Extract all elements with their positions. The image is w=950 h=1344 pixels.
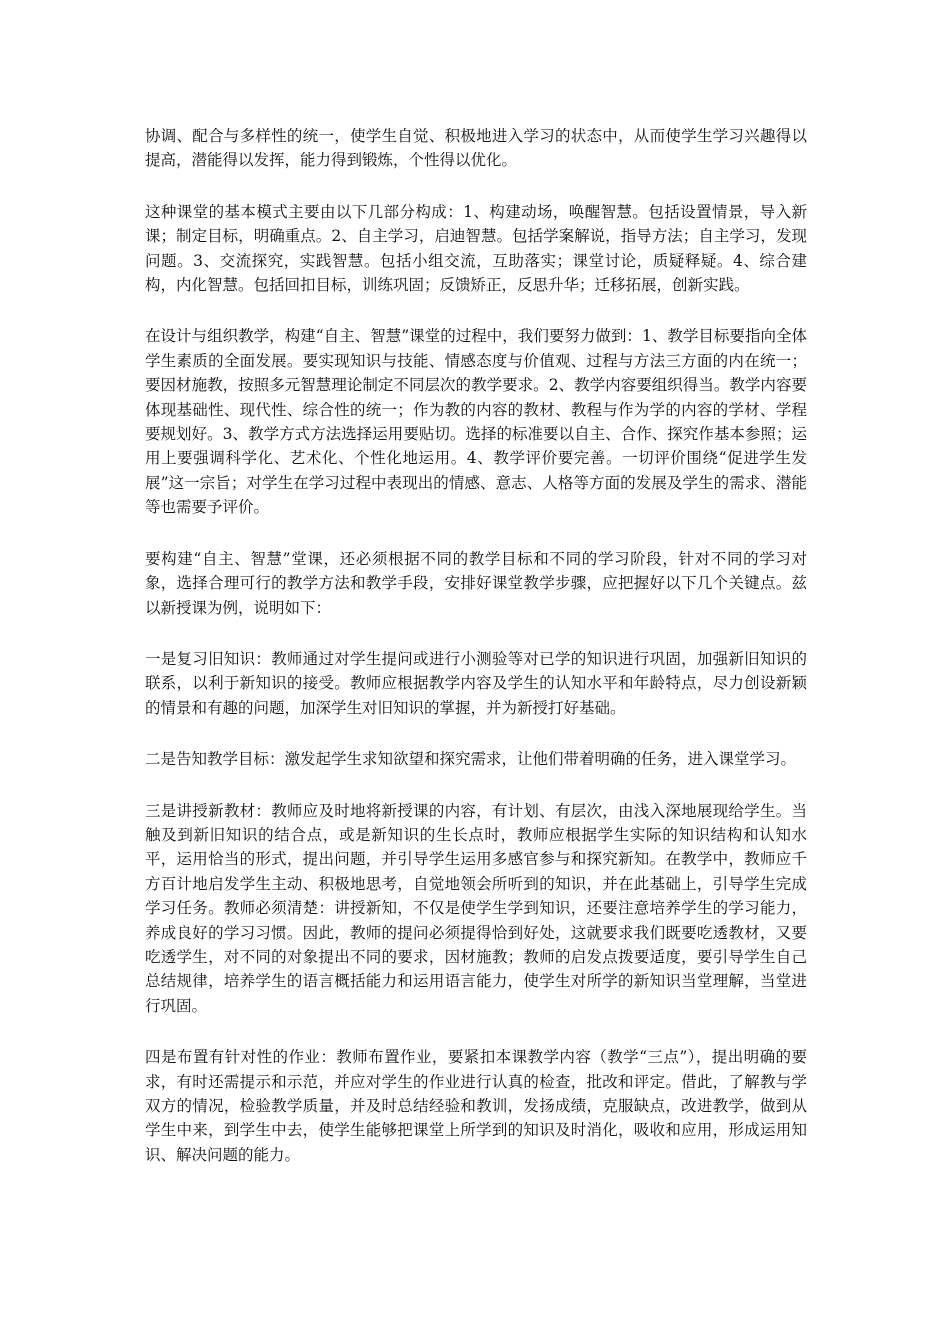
paragraph-8: 四是布置有针对性的作业：教师布置作业，要紧扣本课教学内容（教学“三点”），提出明确的要求，有时还需提示和示范，并应对学生的作业进行认真的检查，批改和评定。借此，了解教与学双方的情况，检验教学质量，并及时总结经验和教训，发扬成绩，克服缺点，改进教学，做到从学生中来，到学生中去，使学生能够把课堂上所学到的知识及时消化，吸收和应用，形成运用知识、解决问题的能力。 — [145, 1048, 807, 1164]
paragraph-4: 要构建“自主、智慧”堂课，还必须根据不同的教学目标和不同的学习阶段，针对不同的学习对象，选择合理可行的教学方法和教学手段，安排好课堂教学步骤，应把握好以下几个关键点。兹以新授课为例，说明如下： — [145, 549, 807, 617]
paragraph-3: 在设计与组织教学，构建“自主、智慧”课堂的过程中，我们要努力做到：1、教学目标要指向全体学生素质的全面发展。要实现知识与技能、情感态度与价值观、过程与方法三方面的内在统一；要因材施教，按照多元智慧理论制定不同层次的教学要求。2、教学内容要组织得当。教学内容要体现基础性、现代性、综合性的统一；作为教的内容的教材、教程与作为学的内容的学材、学程要规划好。3、教学方式方法选择运用要贴切。选择的标准要以自主、合作、探究作基本参照；运用上要强调科学化、艺术化、个性化地运用。4、教学评价要完善。一切评价围绕“促进学生发展”这一宗旨；对学生在学习过程中表现出的情感、意志、人格等方面的发展及学生的需求、潜能等也需要予评价。 — [145, 327, 807, 517]
paragraph-2: 这种课堂的基本模式主要由以下几部分构成：1、构建动场，唤醒智慧。包括设置情景，导入新课；制定目标，明确重点。2、自主学习，启迪智慧。包括学案解说，指导方法；自主学习，发现问题。3、交流探究，实践智慧。包括小组交流，互助落实；课堂讨论，质疑释疑。4、综合建构，内化智慧。包括回扣目标，训练巩固；反馈矫正，反思升华；迁移拓展，创新实践。 — [145, 202, 807, 295]
document-body — [145, 124, 807, 1194]
paragraph-5: 一是复习旧知识：教师通过对学生提问或进行小测验等对已学的知识进行巩固，加强新旧知识的联系，以利于新知识的接受。教师应根据教学内容及学生的认知水平和年龄特点，尽力创设新颖的情景和有趣的问题，加深学生对旧知识的掌握，并为新授打好基础。 — [145, 649, 807, 717]
paragraph-6: 二是告知教学目标：激发起学生求知欲望和探究需求，让他们带着明确的任务，进入课堂学习。 — [145, 750, 797, 769]
paragraph-7: 三是讲授新教材：教师应及时地将新授课的内容，有计划、有层次，由浅入深地展现给学生。当触及到新旧知识的结合点，或是新知识的生长点时，教师应根据学生实际的知识结构和认知水平，运用恰当的形式，提出问题，并引导学生运用多感官参与和探究新知。在教学中，教师应千方百计地启发学生主动、积极地思考，自觉地领会所听到的知识，并在此基础上，引导学生完成学习任务。教师必须清楚：讲授新知，不仅是使学生学到知识，还要注意培养学生的学习能力，养成良好的学习习惯。因此，教师的提问必须提得恰到好处，这就要求我们既要吃透教材，又要吃透学生，对不同的对象提出不同的要求，因材施教；教师的启发点拨要适度，要引导学生自己总结规律，培养学生的语言概括能力和运用语言能力，使学生对所学的新知识当堂理解，当堂进行巩固。 — [145, 801, 807, 1015]
paragraph-1: 协调、配合与多样性的统一，使学生自觉、积极地进入学习的状态中，从而使学生学习兴趣得以提高，潜能得以发挥，能力得到锻炼，个性得以优化。 — [145, 127, 807, 170]
